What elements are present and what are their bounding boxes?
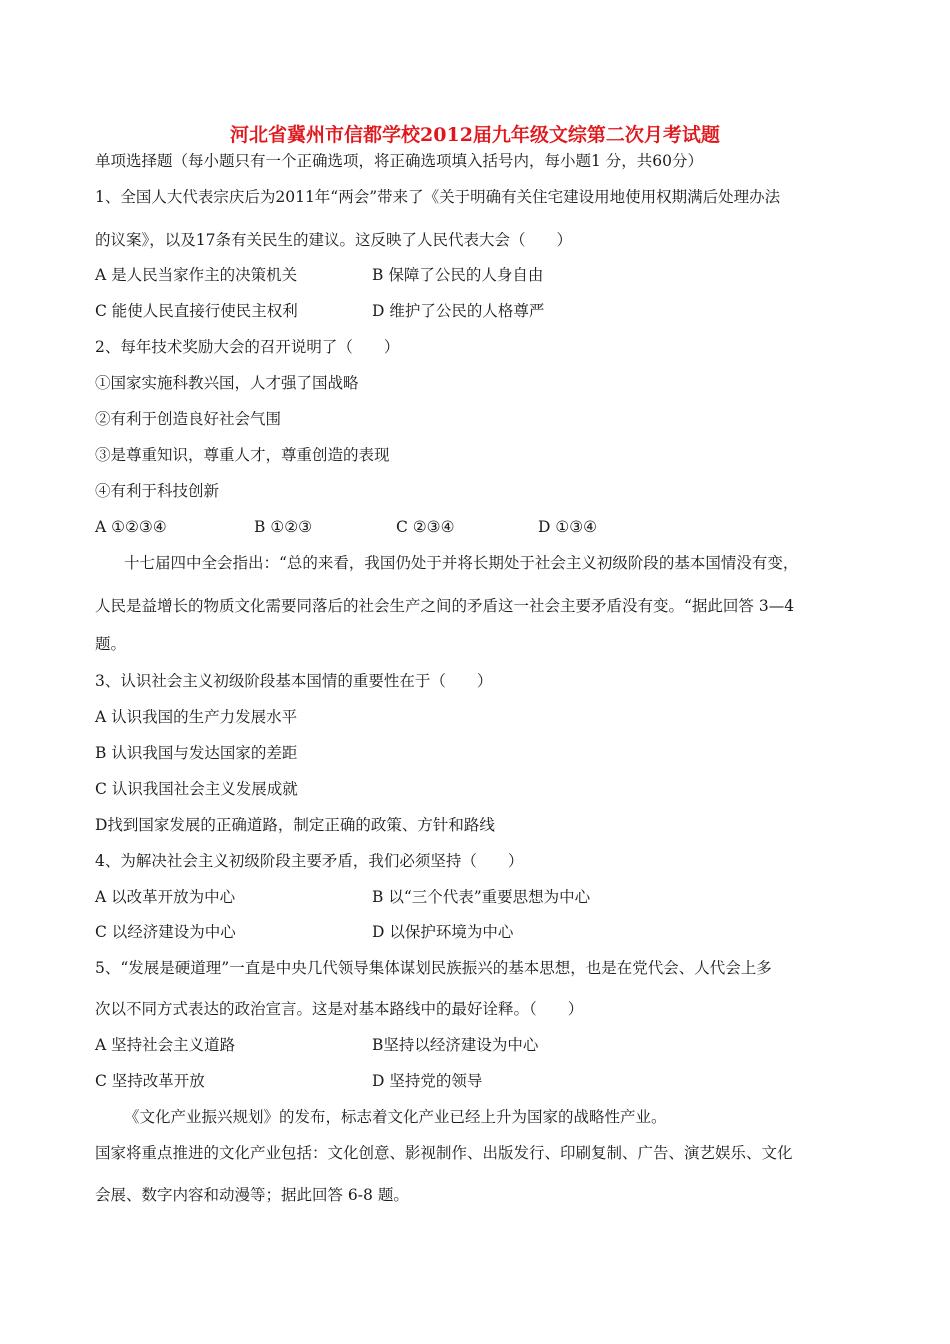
q2-option-b: B ①②③ <box>254 518 313 536</box>
q5-option-b: B坚持以经济建设为中心 <box>372 1036 539 1054</box>
passage2-line2: 国家将重点推进的文化产业包括：文化创意、影视制作、出版发行、印刷复制、广告、演艺娱乐、文化 <box>95 1144 793 1162</box>
q2-statement-3: ③是尊重知识，尊重人才，尊重创造的表现 <box>95 446 390 464</box>
passage1-line1: 十七届四中全会指出：“总的来看，我国仍处于并将长期处于社会主义初级阶段的基本国情没有变， <box>124 554 799 572</box>
q5-option-d: D 坚持党的领导 <box>372 1072 483 1090</box>
q3-option-d: D找到国家发展的正确道路，制定正确的政策、方针和路线 <box>95 816 495 834</box>
q2-statement-2: ②有利于创造良好社会气围 <box>95 410 282 428</box>
q4-option-d: D 以保护环境为中心 <box>372 923 514 941</box>
q1-option-b: B 保障了公民的人身自由 <box>372 266 544 284</box>
q1-option-a: A 是人民当家作主的决策机关 <box>95 266 298 284</box>
q1-stem-line2: 的议案》，以及17条有关民生的建议。这反映了人民代表大会（ ） <box>95 231 572 249</box>
q3-option-c: C 认识我国社会主义发展成就 <box>95 780 298 798</box>
q5-option-a: A 坚持社会主义道路 <box>95 1036 236 1054</box>
q2-options-row <box>95 516 598 538</box>
q2-option-a: A ①②③④ <box>95 518 167 536</box>
passage1-line2: 人民是益增长的物质文化需要同落后的社会生产之间的矛盾这一社会主要矛盾没有变。“据此回答 3—4 <box>95 597 795 615</box>
q3-option-a: A 认识我国的生产力发展水平 <box>95 708 298 726</box>
q4-option-c: C 以经济建设为中心 <box>95 923 236 941</box>
section-header: 单项选择题（每小题只有一个正确选项，将正确选项填入括号内，每小题1 分，共60分） <box>95 152 704 170</box>
q2-option-d: D ①③④ <box>538 518 598 536</box>
q5-stem-line2: 次以不同方式表达的政治宣言。这是对基本路线中的最好诠释。（ ） <box>95 1000 584 1018</box>
q5-option-c: C 坚持改革开放 <box>95 1072 205 1090</box>
q5-stem-line1: 5、“发展是硬道理”一直是中央几代领导集体谋划民族振兴的基本思想，也是在党代会、人代会上多 <box>95 959 772 977</box>
q4-stem: 4、为解决社会主义初级阶段主要矛盾，我们必须坚持（ ） <box>95 852 524 870</box>
q3-stem: 3、认识社会主义初级阶段基本国情的重要性在于（ ） <box>95 672 493 690</box>
q4-options-row2 <box>95 921 514 943</box>
q4-option-a: A 以改革开放为中心 <box>95 888 236 906</box>
q1-option-c: C 能使人民直接行使民主权利 <box>95 302 298 320</box>
exam-title: 河北省冀州市信都学校2012届九年级文综第二次月考试题 <box>230 124 720 146</box>
q1-options-row2 <box>95 300 545 322</box>
q5-options-row1 <box>95 1034 539 1056</box>
q5-options-row2 <box>95 1070 483 1092</box>
q2-option-c: C ②③④ <box>396 518 455 536</box>
q3-option-b: B 认识我国与发达国家的差距 <box>95 744 298 762</box>
q4-options-row1 <box>95 886 591 908</box>
q2-statement-4: ④有利于科技创新 <box>95 482 220 500</box>
q4-option-b: B 以“三个代表”重要思想为中心 <box>372 888 591 906</box>
q1-option-d: D 维护了公民的人格尊严 <box>372 302 545 320</box>
passage2-line1: 《文化产业振兴规划》的发布，标志着文化产业已经上升为国家的战略性产业。 <box>124 1108 667 1126</box>
q1-options-row1 <box>95 264 544 286</box>
q2-stem: 2、每年技术奖励大会的召开说明了（ ） <box>95 338 400 356</box>
q1-stem-line1: 1、全国人大代表宗庆后为2011年“两会”带来了《关于明确有关住宅建设用地使用权期满后处理办法 <box>95 188 781 206</box>
q2-statement-1: ①国家实施科教兴国，人才强了国战略 <box>95 374 359 392</box>
passage1-line3: 题。 <box>95 635 127 653</box>
passage2-line3: 会展、数字内容和动漫等；据此回答 6-8 题。 <box>95 1186 409 1204</box>
